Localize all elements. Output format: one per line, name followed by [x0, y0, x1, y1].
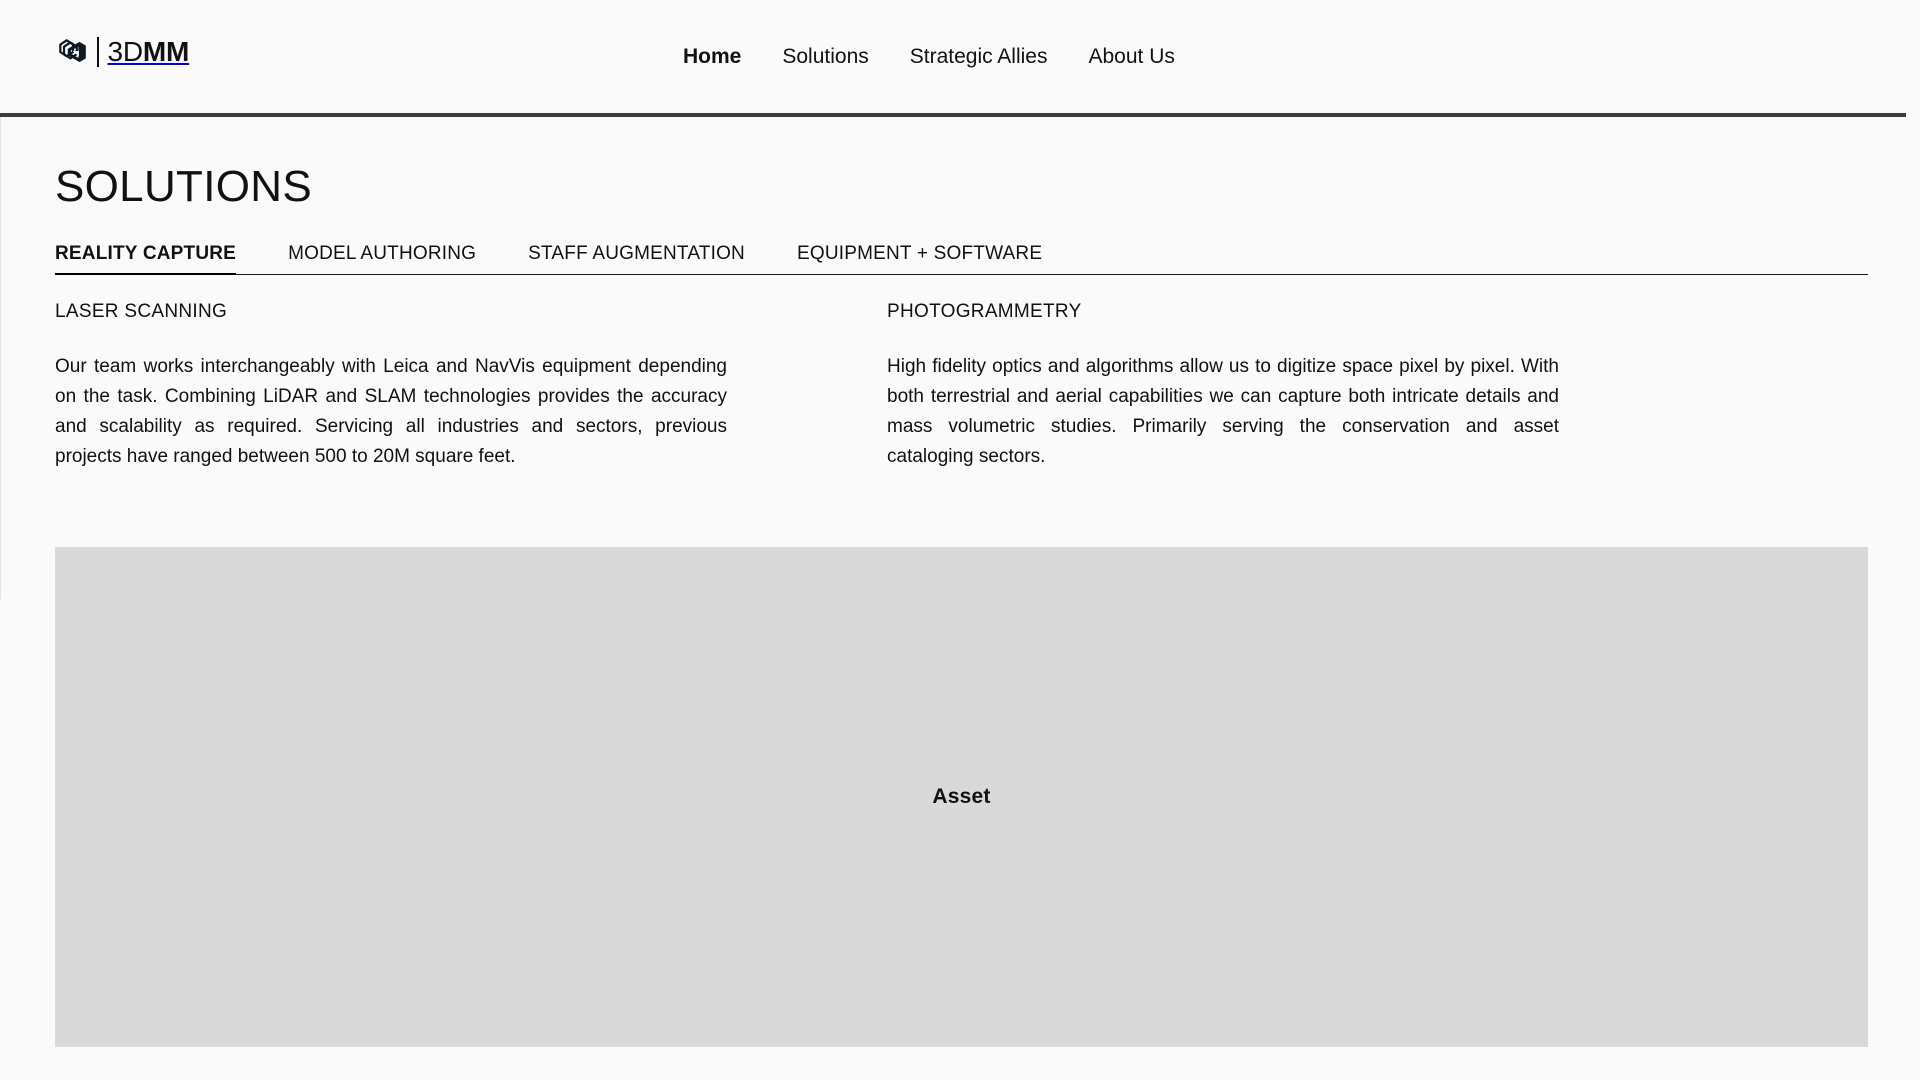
solutions-columns — [55, 301, 1868, 472]
column-photogrammetry — [887, 301, 1559, 472]
tab-equipment-software[interactable]: EQUIPMENT + SOFTWARE — [796, 243, 1043, 265]
photogrammetry-heading: PHOTOGRAMMETRY — [887, 301, 1082, 323]
brand-divider — [97, 37, 99, 67]
brand-wordmark-light: 3D — [107, 36, 143, 67]
solutions-tabbar — [55, 243, 1868, 275]
laser-scanning-body: Our team works interchangeably with Leica and NavVis equipment depending on the task. Combining LiDAR and SLAM technologies provides the accuracy and scalability as required. Servicing all industries and sectors, previous projects have ranged between 500 to 20M square feet. — [55, 356, 727, 468]
nav-item-home[interactable]: Home — [683, 45, 742, 68]
site-header — [0, 0, 1920, 117]
asset-placeholder-label: Asset — [932, 785, 991, 809]
brand-logo[interactable] — [55, 33, 189, 71]
main-navigation — [683, 44, 1175, 69]
cube-3d-logo-icon — [55, 35, 89, 69]
photogrammetry-body: High fidelity optics and algorithms allow us to digitize space pixel by pixel. With both terrestrial and aerial capabilities we can capture both intricate details and mass volumetric studies. Primarily serving the conservation and asset cataloging sectors. — [887, 356, 1559, 468]
page-title: SOLUTIONS — [55, 162, 312, 211]
content-container — [55, 117, 1868, 1047]
tab-model-authoring[interactable]: MODEL AUTHORING — [288, 243, 477, 265]
asset-placeholder[interactable] — [55, 547, 1868, 1047]
tab-staff-augmentation[interactable]: STAFF AUGMENTATION — [528, 243, 745, 265]
page-content — [0, 117, 1920, 1080]
tab-reality-capture[interactable]: REALITY CAPTURE — [55, 243, 237, 265]
column-laser-scanning — [55, 301, 727, 472]
nav-item-strategic-allies[interactable]: Strategic Allies — [909, 45, 1048, 68]
nav-item-solutions[interactable]: Solutions — [782, 45, 869, 68]
brand-wordmark — [108, 38, 190, 66]
nav-item-about-us[interactable]: About Us — [1088, 45, 1175, 68]
laser-scanning-heading: LASER SCANNING — [55, 301, 228, 323]
brand-wordmark-bold: MM — [142, 36, 190, 67]
left-edge-rule — [0, 117, 1, 599]
